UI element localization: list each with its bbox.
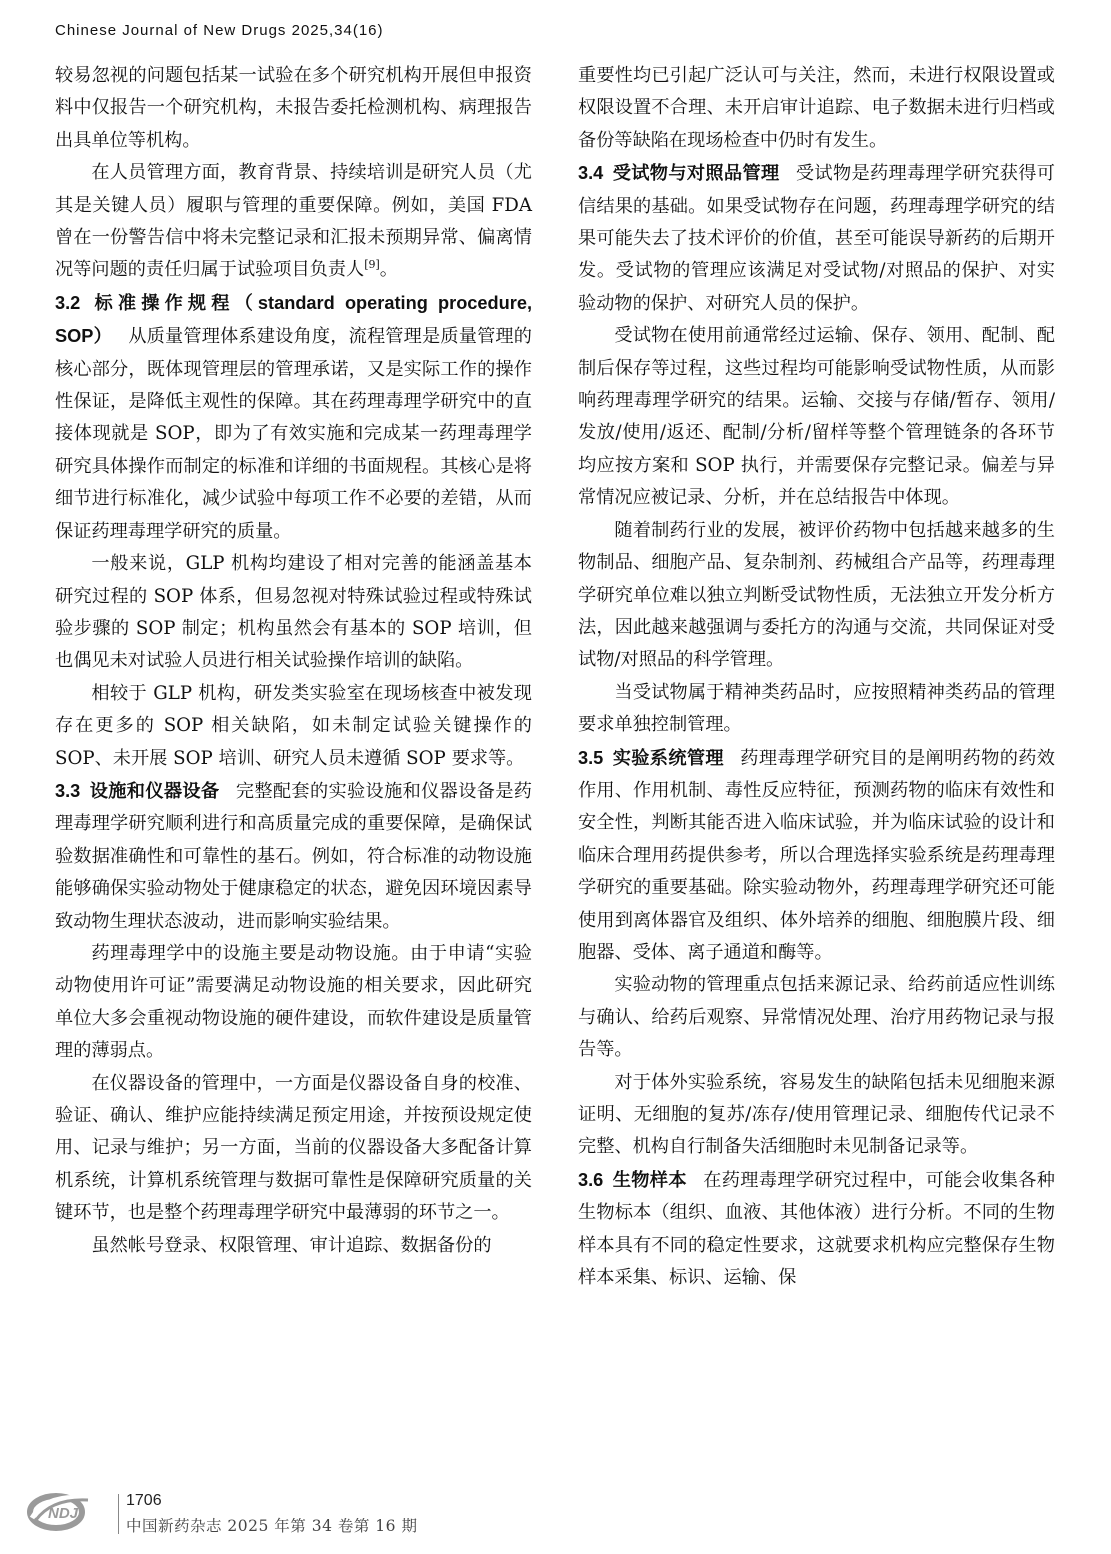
body-paragraph bbox=[55, 1068, 532, 1230]
body-paragraph bbox=[55, 548, 532, 678]
body-paragraph bbox=[578, 60, 1055, 157]
section-title: 受试物与对照品管理 bbox=[612, 163, 780, 184]
footer-divider bbox=[118, 1494, 119, 1534]
footer-journal-name: 中国新药杂志 2025 年第 34 卷第 16 期 bbox=[126, 1517, 418, 1535]
section-title: 标准操作规程（standard operating procedure, SOP） bbox=[55, 292, 532, 347]
section-body-text: 药理毒理学研究目的是阐明药物的药效作用、作用机制、毒性反应特征，预测药物的临床有效性和安全性，判断其能否进入临床试验，并为临床试验的设计和临床合理用药提供参考，所以合理选择实验系统是药理毒理学研究的重要基础。除实验动物外，药理毒理学研究还可能使用到离体器官及组织、体外培养的细胞、细胞膜片段、细胞器、受体、离子通道和酶等。 bbox=[578, 747, 1055, 963]
paragraph-text: 当受试物属于精神类药品时，应按照精神类药品的管理要求单独控制管理。 bbox=[578, 681, 1055, 736]
section-number: 3.5 bbox=[578, 747, 604, 768]
section-number: 3.4 bbox=[578, 163, 604, 184]
paragraph-text: 在人员管理方面，教育背景、持续培训是研究人员（尤其是关键人员）履职与管理的重要保障。例如，美国 FDA 曾在一份警告信中将未完整记录和汇报未预期异常、偏离情况等问题的责任归属于试验项目负责人 bbox=[55, 162, 532, 281]
body-paragraph bbox=[55, 1230, 532, 1262]
paragraph-text: 在仪器设备的管理中，一方面是仪器设备自身的校准、验证、确认、维护应能持续满足预定用途，并按预设规定使用、记录与维护；另一方面，当前的仪器设备大多配备计算机系统，计算机系统管理与数据可靠性是保障研究质量的关键环节，也是整个药理毒理学研究中最薄弱的环节之一。 bbox=[55, 1072, 532, 1224]
paragraph-text: 虽然帐号登录、权限管理、审计追踪、数据备份的 bbox=[91, 1234, 492, 1256]
paragraph-text: 重要性均已引起广泛认可与关注，然而，未进行权限设置或权限设置不合理、未开启审计追踪、电子数据未进行归档或备份等缺陷在现场检查中仍时有发生。 bbox=[578, 65, 1055, 151]
section-body-text: 完整配套的实验设施和仪器设备是药理毒理学研究顺利进行和高质量完成的重要保障，是确保试验数据准确性和可靠性的基石。例如，符合标准的动物设施能够确保实验动物处于健康稳定的状态，避免因环境因素导致动物生理状态波动，进而影响实验结果。 bbox=[55, 780, 532, 932]
right-column bbox=[578, 60, 1055, 1294]
paragraph-text: 一般来说，GLP 机构均建设了相对完善的能涵盖基本研究过程的 SOP 体系，但易忽视对特殊试验过程或特殊试验步骤的 SOP 制定；机构虽然会有基本的 SOP 培训，但也偶见未对试验人员进行相关试验操作培训的缺陷。 bbox=[55, 553, 532, 672]
section-title: 实验系统管理 bbox=[612, 747, 724, 768]
section-body-text: 受试物是药理毒理学研究获得可信结果的基础。如果受试物存在问题，药理毒理学研究的结果可能失去了技术评价的价值，甚至可能误导新药的后期开发。受试物的管理应该满足对受试物/对照品的保护、对实验动物的保护、对研究人员的保护。 bbox=[578, 163, 1055, 314]
paragraph-text: 随着制药行业的发展，被评价药物中包括越来越多的生物制品、细胞产品、复杂制剂、药械组合产品等，药理毒理学研究单位难以独立判断受试物性质，无法独立开发分析方法，因此越来越强调与委托方的沟通与交流，共同保证对受试物/对照品的科学管理。 bbox=[578, 519, 1055, 671]
section-paragraph bbox=[55, 287, 532, 548]
paragraph-text: 药理毒理学中的设施主要是动物设施。由于申请“实验动物使用许可证”需要满足动物设施的相关要求，因此研究单位大多会重视动物设施的硬件建设，而软件建设是质量管理的薄弱点。 bbox=[55, 942, 532, 1062]
left-column bbox=[55, 60, 532, 1262]
section-paragraph bbox=[578, 742, 1055, 970]
body-paragraph bbox=[55, 678, 532, 775]
section-body-text: 在药理毒理学研究过程中，可能会收集各种生物标本（组织、血液、其他体液）进行分析。不同的生物样本具有不同的稳定性要求，这就要求机构应完整保存生物样本采集、标识、运输、保 bbox=[578, 1169, 1055, 1289]
paragraph-tail: 。 bbox=[379, 259, 398, 281]
body-paragraph bbox=[578, 1067, 1055, 1164]
paragraph-text: 受试物在使用前通常经过运输、保存、领用、配制、配制后保存等过程，这些过程均可能影响受试物性质，从而影响药理毒理学研究的结果。运输、交接与存储/暂存、领用/发放/使用/返还、配制/分析/留样等整个管理链条的各环节均应按方案和 SOP 执行，并需要保存完整记录。偏差与异常情况应被记录、分析，并在总结报告中体现。 bbox=[578, 325, 1055, 509]
section-body-text: 从质量管理体系建设角度，流程管理是质量管理的核心部分，既体现管理层的管理承诺，又是实际工作的操作性保证，是降低主观性的保障。其在药理毒理学研究中的直接体现就是 SOP，即为了有效实施和完成某一药理毒理学研究具体操作而制定的标准和详细的书面规程。其核心是将细节进行标准化，减少试验中每项工作不必要的差错，从而保证药理毒理学研究的质量。 bbox=[55, 326, 532, 542]
section-number: 3.6 bbox=[578, 1169, 604, 1190]
body-paragraph bbox=[578, 677, 1055, 742]
body-paragraph bbox=[55, 938, 532, 1068]
paragraph-text: 相较于 GLP 机构，研发类实验室在现场核查中被发现存在更多的 SOP 相关缺陷，如未制定试验关键操作的 SOP、未开展 SOP 培训、研究人员未遵循 SOP 要求等。 bbox=[55, 682, 532, 769]
page-number: 1706 bbox=[126, 1492, 162, 1509]
journal-logo-icon bbox=[26, 1488, 94, 1534]
running-header: Chinese Journal of New Drugs 2025,34(16) bbox=[55, 22, 384, 39]
section-paragraph bbox=[55, 775, 532, 938]
section-number: 3.2 bbox=[55, 292, 81, 313]
section-paragraph bbox=[578, 1164, 1055, 1295]
page-footer bbox=[26, 1488, 446, 1538]
body-paragraph bbox=[578, 969, 1055, 1066]
svg-text:NDJ: NDJ bbox=[48, 1505, 79, 1522]
body-paragraph bbox=[55, 157, 532, 287]
body-paragraph bbox=[578, 320, 1055, 514]
section-title: 设施和仪器设备 bbox=[89, 780, 220, 801]
body-paragraph bbox=[578, 515, 1055, 677]
paragraph-text: 实验动物的管理重点包括来源记录、给药前适应性训练与确认、给药后观察、异常情况处理、治疗用药物记录与报告等。 bbox=[578, 974, 1055, 1061]
section-number: 3.3 bbox=[55, 780, 81, 801]
body-paragraph bbox=[55, 60, 532, 157]
citation-reference: [9] bbox=[364, 258, 380, 272]
section-title: 生物样本 bbox=[612, 1169, 687, 1190]
section-paragraph bbox=[578, 157, 1055, 320]
paragraph-text: 对于体外实验系统，容易发生的缺陷包括未见细胞来源证明、无细胞的复苏/冻存/使用管理记录、细胞传代记录不完整、机构自行制备失活细胞时未见制备记录等。 bbox=[578, 1071, 1055, 1158]
paragraph-text: 较易忽视的问题包括某一试验在多个研究机构开展但申报资料中仅报告一个研究机构，未报告委托检测机构、病理报告出具单位等机构。 bbox=[55, 65, 532, 151]
